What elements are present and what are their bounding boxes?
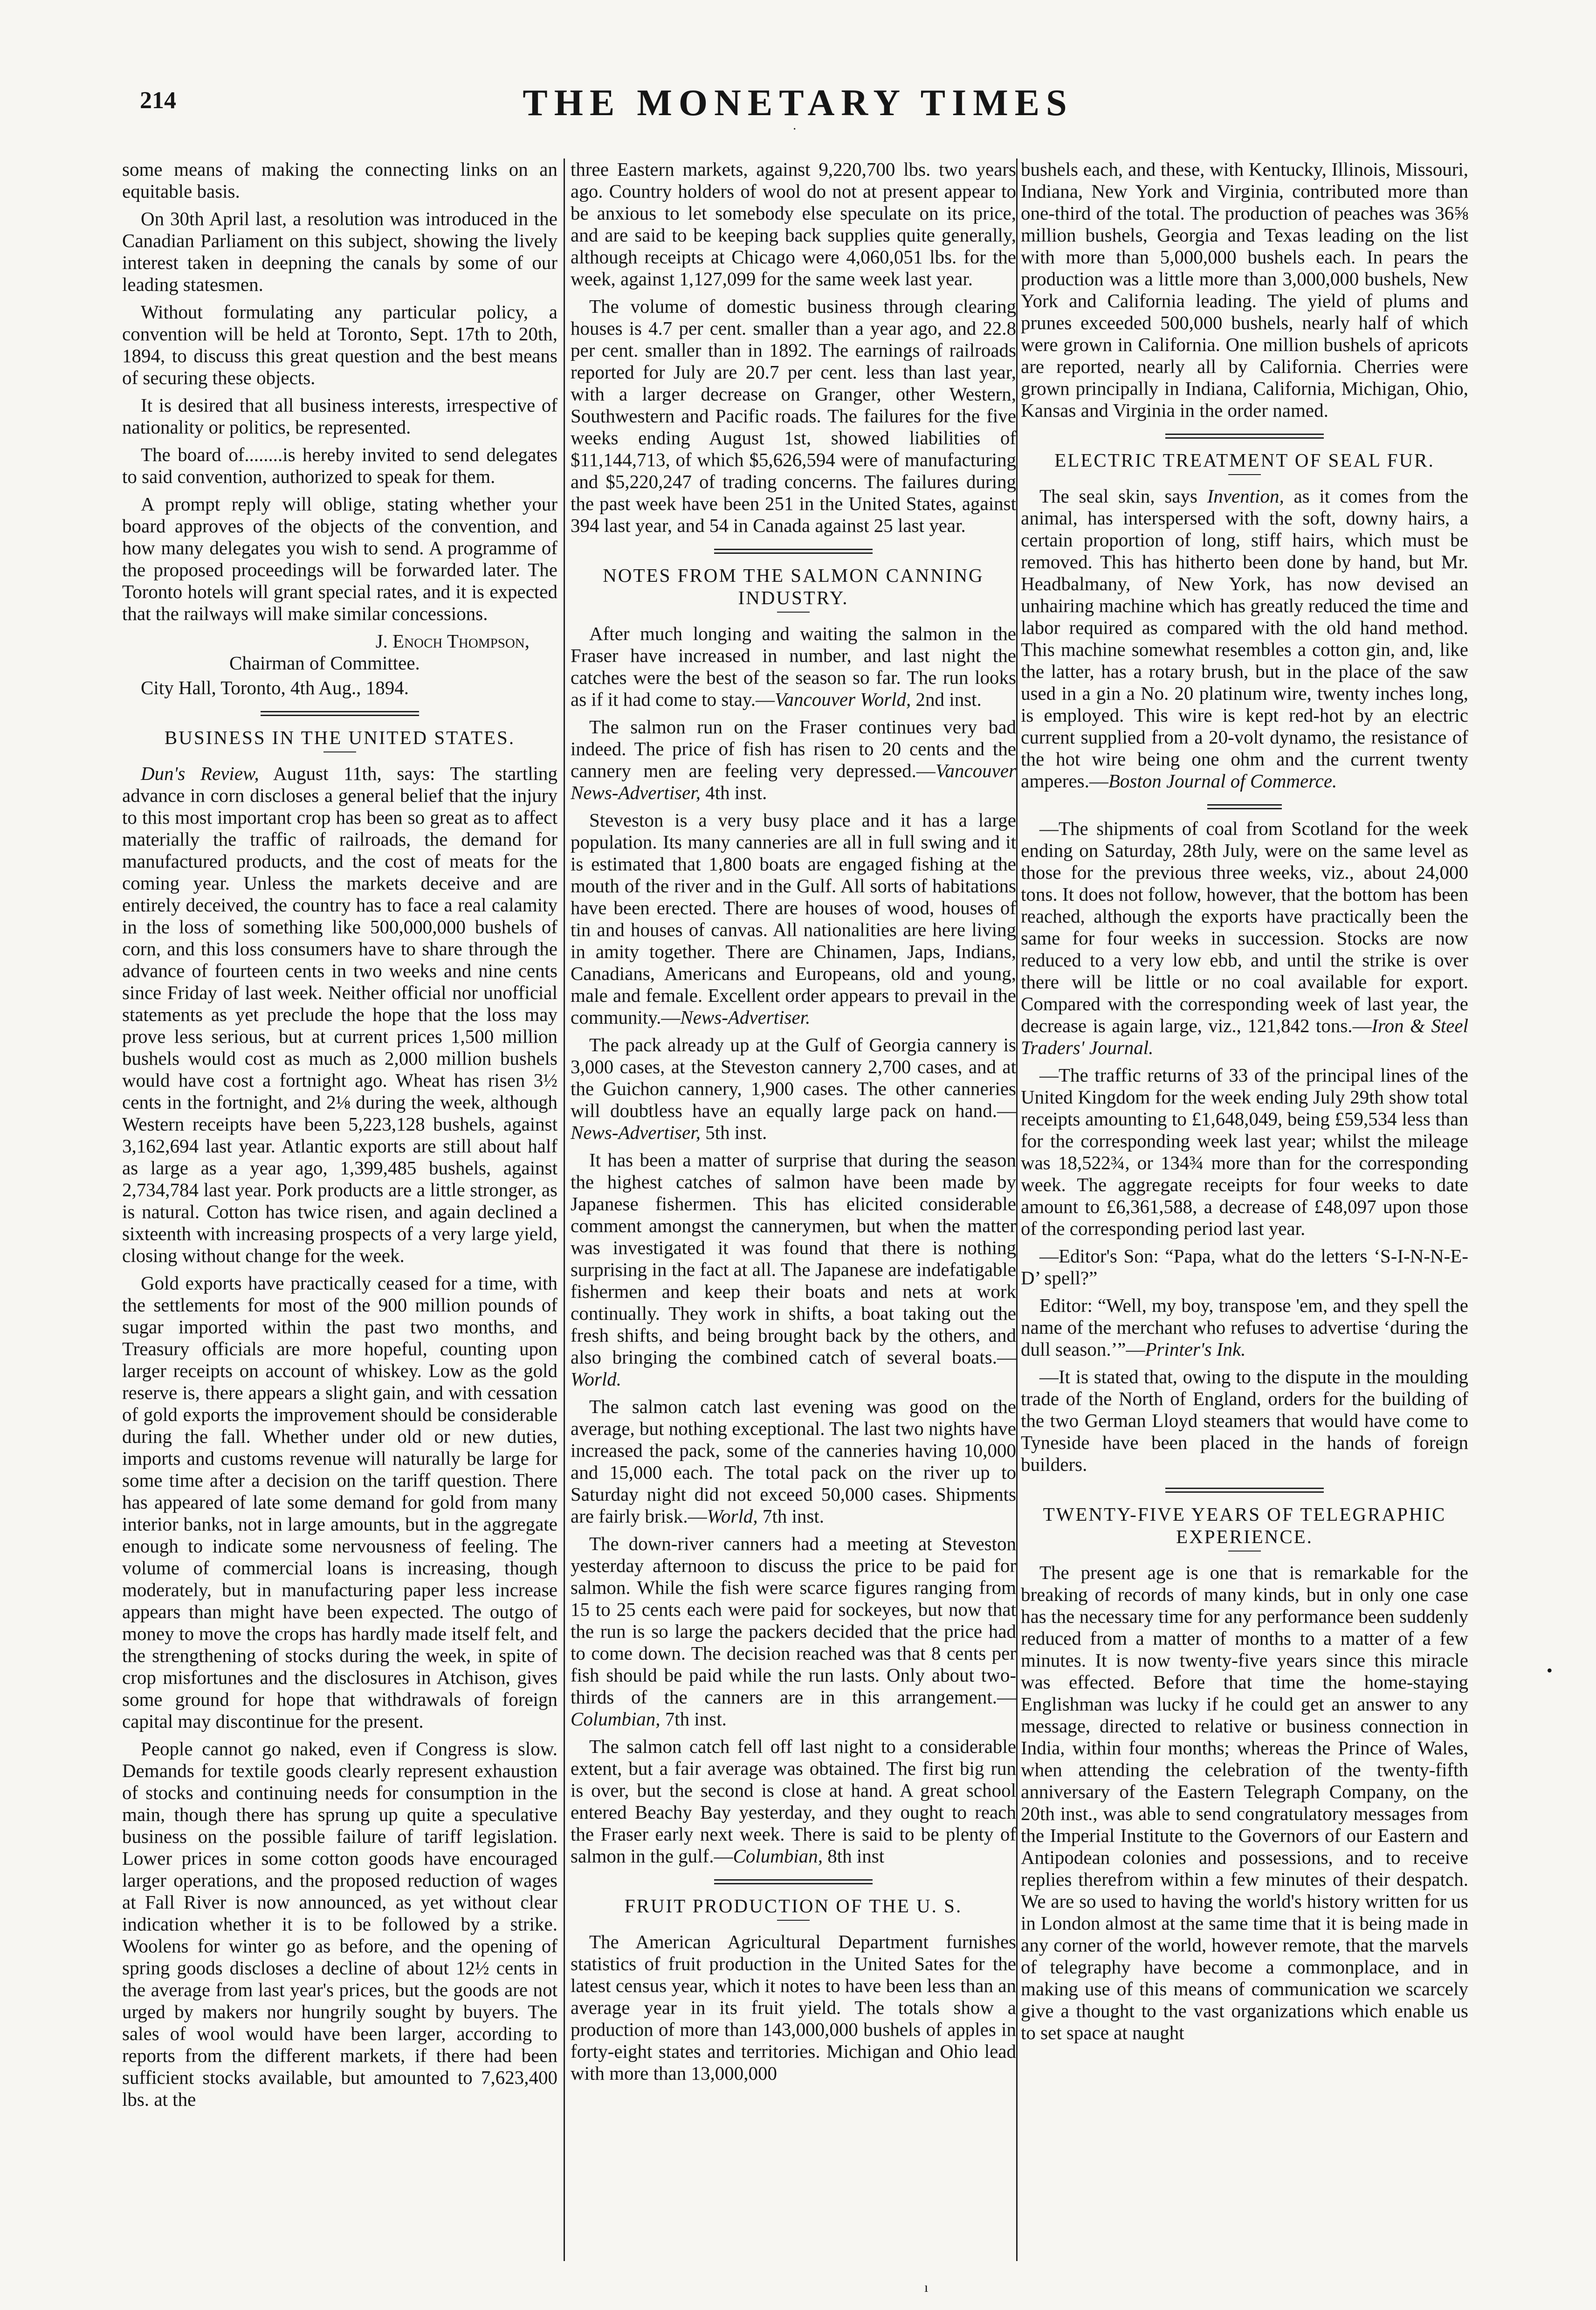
paragraph-text: 4th inst.: [701, 782, 767, 803]
section-divider: [714, 1879, 873, 1884]
source-citation: Vancouver World,: [775, 689, 911, 710]
source-citation: Dun's Review,: [141, 763, 259, 784]
paragraph: —Editor's Son: “Papa, what do the letters ‘S-I-N-N-E-D’ spell?”: [1021, 1245, 1468, 1289]
paragraph: [122, 763, 557, 1267]
paragraph-text: The salmon run on the Fraser continues very bad indeed. The price of fish has risen to 20 cents and the cannery men are feeling very depressed.—: [571, 716, 1016, 781]
paragraph: [571, 623, 1016, 710]
column-1: [122, 159, 557, 2294]
paragraph: [571, 809, 1016, 1028]
column-rule: [1016, 159, 1018, 2261]
paragraph: [571, 1034, 1016, 1144]
source-citation: Columbian,: [733, 1845, 823, 1867]
paragraph: People cannot go naked, even if Congress is slow. Demands for textile goods clearly represent exhaustion of stocks and continuing needs for consumption in the main, though there has sprung up quite a speculative business on the possible failure of tariff legislation. Lower prices in some cotton goods have encouraged larger operations, and the proposed reduction of wages at Fall River is now announced, as yet without clear indication whether it is to be followed by a strike. Woolens for winter go as before, and the opening of spring goods discloses a decline of about 12½ cents in the average from last year's prices, but the goods are not urged by makers nor hungrily sought by buyers. The sales of wool would have been larger, according to reports from the different markets, if there had been sufficient stocks available, but amounted to 7,623,400 lbs. at the: [122, 1738, 557, 2110]
source-citation: Vancouver News-Advertiser,: [571, 760, 1016, 803]
paragraph: —The traffic returns of 33 of the principal lines of the United Kingdom for the week ending July 29th show total receipts amounting to £1,648,049, being £59,534 less than for the corresponding week last year; whilst the mileage was 18,522¾, or 134¾ more than for the corresponding week. The aggregate receipts for four weeks to date amount to £6,361,588, a decrease of £48,097 upon those of the corresponding period last year.: [1021, 1064, 1468, 1239]
paragraph: Without formulating any particular policy, a convention will be held at Toronto, Sept. 17th to 20th, 1894, to discuss this great question and the best means of securing these objects.: [122, 301, 557, 388]
signature-name: J. Enoch Thompson,: [375, 630, 530, 652]
source-citation: World,: [707, 1505, 758, 1527]
paragraph-text: The salmon catch fell off last night to a considerable extent, but a fair average was obtained. The first big run is over, but the second is close at hand. A great school entered Beachy Bay yesterday, and they ought to reach the Fraser early next week. There is said to be plenty of salmon in the gulf.—: [571, 1736, 1016, 1867]
signature-title: Chairman of Committee.: [229, 652, 420, 674]
paragraph: [1021, 818, 1468, 1059]
section-heading-telegraph: TWENTY-FIVE YEARS OF TELEGRAPHIC EXPERIENCE.: [1043, 1503, 1446, 1547]
section-heading-salmon: NOTES FROM THE SALMON CANNING INDUSTRY.: [603, 565, 984, 608]
paragraph: [571, 1533, 1016, 1730]
section-heading-business: BUSINESS IN THE UNITED STATES.: [164, 727, 516, 748]
page-number: 214: [140, 87, 176, 114]
paragraph: The board of........is hereby invited to send delegates to said convention, authorized to speak for them.: [122, 444, 557, 487]
paragraph: It is desired that all business interests, irrespective of nationality or politics, be represented.: [122, 394, 557, 438]
section-divider: [1165, 434, 1324, 439]
paragraph-text: The salmon catch last evening was good on the average, but nothing exceptional. The last two nights have increased the pack, some of the canneries having 10,000 and 15,000 each. The total pack on the river up to Saturday night did not exceed 50,000 cases. Shipments are fairly brisk.—: [571, 1396, 1016, 1527]
paragraph-text: 5th inst.: [701, 1122, 767, 1143]
paragraph-text: 8th inst: [822, 1845, 885, 1867]
paragraph: three Eastern markets, against 9,220,700 lbs. two years ago. Country holders of wool do not at present appear to be anxious to let somebody else speculate on its price, and are said to be keeping back supplies quite generally, although receipts at Chicago were 4,060,051 lbs. for the week, against 1,127,099 for the same week last year.: [571, 159, 1016, 290]
paragraph: [1021, 485, 1468, 792]
paragraph-text: The seal skin, says: [1039, 485, 1207, 507]
paragraph-text: The down-river canners had a meeting at Steveston yesterday afternoon to discuss the price to be paid for salmon. While the fish were scarce figures ranging from 15 to 25 cents each were paid for sockeyes, but now that the run is so large the packers decided that the price had to come down. The decision reached was that 8 cents per fish should be paid while the run lasts. Only about two-thirds of the canners are in this arrangement.—: [571, 1533, 1016, 1708]
source-citation: News-Advertiser,: [571, 1122, 701, 1143]
paragraph: On 30th April last, a resolution was introduced in the Canadian Parliament on this subject, showing the lively interest taken in deepning the canals by some of our leading statesmen.: [122, 208, 557, 295]
paragraph: [571, 1396, 1016, 1527]
column-3: [1021, 159, 1468, 2294]
top-mark: ·: [792, 122, 797, 137]
edge-mark: •: [1547, 1661, 1553, 1680]
source-citation: Printer's Ink.: [1145, 1338, 1246, 1360]
paragraph: —It is stated that, owing to the dispute in the moulding trade of the North of England, orders for the building of the two German Lloyd steamers that would have come to Tyneside have been placed in the hands of foreign builders.: [1021, 1366, 1468, 1475]
column-2: [571, 159, 1016, 2294]
masthead-title: THE MONETARY TIMES: [523, 83, 1073, 124]
section-divider: [1165, 1488, 1324, 1493]
paragraph-text: Steveston is a very busy place and it has a large population. Its many canneries are all in full swing and it is estimated that 1,800 boats are engaged fishing at the mouth of the river and in the Gulf. All sorts of habitations have been erected. There are houses of wood, houses of tin and houses of canvas. All nationalities are here living in amity together. There are Chinamen, Japs, Indians, Canadians, Americans and Europeans, old and young, male and female. Excellent order appears to prevail in the community.—: [571, 809, 1016, 1028]
paragraph: The volume of domestic business through clearing houses is 4.7 per cent. smaller than a year ago, and 22.8 per cent. smaller than in 1892. The earnings of railroads reported for July are 20.7 per cent. less than last year, with a larger decrease on Granger, other Western, Southwestern and Pacific roads. The failures for the five weeks ending August 1st, showed liabilities of $11,144,713, of which $5,626,594 were of manufacturing and $5,220,247 of trading concerns. The failures during the past week have been 251 in the United States, against 394 last year, and 54 in Canada against 25 last year.: [571, 296, 1016, 536]
source-citation: World.: [571, 1368, 621, 1390]
paragraph-text: —The shipments of coal from Scotland for the week ending on Saturday, 28th July, were on the same level as those for the previous three weeks, viz., about 24,000 tons. It does not follow, however, that the bottom has been reached, although the exports have practically been the same for four weeks in succession. Stocks are now reduced to a very low ebb, and until the strike is over there will be little or no coal available for export. Compared with the corresponding week of last year, the decrease is again large, viz., 121,842 tons.—: [1021, 818, 1468, 1036]
source-citation: Iron & Steel Traders' Journal.: [1021, 1015, 1468, 1058]
paragraph: [571, 716, 1016, 804]
column-rule: [564, 159, 565, 2261]
dateline: City Hall, Toronto, 4th Aug., 1894.: [141, 677, 409, 698]
paragraph: [1021, 1295, 1468, 1360]
paragraph-text: 7th inst.: [660, 1708, 727, 1730]
paragraph-text: It has been a matter of surprise that during the season the highest catches of salmon have been made by Japanese fishermen. This has elicited considerable comment amongst the cannerymen, but when the matter was investigated it was found that there is nothing surprising in the fact at all. The Japanese are indefatigable fishermen and keep their boats and nets at work continually. They work in shifts, a boat taking out the fresh shifts, and being brought back by the others, and also bringing the combined catch of several boats.—: [571, 1149, 1016, 1368]
source-citation: Invention,: [1207, 485, 1284, 507]
section-divider: [714, 549, 873, 554]
paragraph-text: Editor: “Well, my boy, transpose 'em, and they spell the name of the merchant who refuses to advertise ‘during the dull season.’”—: [1021, 1295, 1468, 1360]
paragraph: The American Agricultural Department furnishes statistics of fruit production in the United Sates for the latest census year, which it notes to have been less than an average year in its fruit yield. The totals show a production of more than 143,000,000 bushels of apples in forty-eight states and territories. Michigan and Ohio lead with more than 13,000,000: [571, 1931, 1016, 2084]
paragraph: [571, 1736, 1016, 1867]
paragraph-text: as it comes from the animal, has interspersed with the soft, downy hairs, a certain proportion of long, stiff hairs, which must be removed. This has hitherto been done by hand, but Mr. Headbalmany, of New York, has now devised an unhairing machine which has greatly reduced the time and labor required as compared with the old hand method. This machine somewhat resembles a cotton gin, and, like the latter, has a rotary brush, but in the place of the saw used in a gin a No. 20 platinum wire, twenty inches long, is employed. This wire is kept red-hot by an electric current supplied from a 20-volt dynamo, the resistance of the hot wire being one ohm and the current twenty amperes.—: [1021, 485, 1468, 792]
section-divider: [261, 711, 419, 716]
paragraph-text: The pack already up at the Gulf of Georgia cannery is 3,000 cases, at the Steveston cannery 2,700 cases, and at the Guichon cannery, 1,900 cases. The other canneries will doubtless have an equally large pack on hand.—: [571, 1034, 1016, 1121]
paragraph: Gold exports have practically ceased for a time, with the settlements for most of the 900 million pounds of sugar imported within the past two months, and Treasury officials are more hopeful, counting upon larger receipts on account of whiskey. Low as the gold reserve is, there appears a slight gain, and with cessation of gold exports the improvement should be considerable during the fall. Whether under old or new duties, imports and customs revenue will naturally be large for some time after a decision on the tariff question. There has appeared of late some demand for gold from many interior banks, not in large amounts, but in the aggregate enough to indicate some nervousness of feeling. The volume of commercial loans is increasing, though moderately, but in manufacturing paper less increase appears than might have been expected. The outgo of money to move the crops has hardly made itself felt, and the strengthening of stocks during the week, in spite of crop misfortunes and the disclosures in Atchison, gives some ground for hope that withdrawals of foreign capital may discontinue for the present.: [122, 1272, 557, 1732]
section-heading-seal-fur: ELECTRIC TREATMENT OF SEAL FUR.: [1054, 449, 1435, 471]
paragraph-text: After much longing and waiting the salmon in the Fraser have increased in number, and last night the catches were the best of the season so far. The run looks as if it had come to stay.—: [571, 623, 1016, 710]
paragraph: some means of making the connecting links on an equitable basis.: [122, 159, 557, 202]
paragraph: The present age is one that is remarkable for the breaking of records of many kinds, but in only one case has the necessary time for any performance been suddenly reduced from a matter of months to a matter of a few minutes. It is now twenty-five years since this miracle was effected. Before that time the home-staying Englishman was lucky if he could get an answer to any message, directed to relative or business connection in India, within four months; whereas the Prince of Wales, when attending the celebration of the twenty-fifth anniversary of the Eastern Telegraph Company, on the 20th inst., was able to send congratulatory messages from the Imperial Institute to the Governors of our Eastern and Antipodean colonies and possessions, and to receive replies therefrom within a few minutes of their despatch. We are so used to having the world's history written for us in London almost at the same time that it is being made in any corner of the world, however remote, that the marvels of telegraphy have become a commonplace, and in making use of this means of communication we scarcely give a thought to the vast organizations which enable us to set space at naught: [1021, 1562, 1468, 2043]
source-citation: News-Advertiser.: [680, 1007, 811, 1028]
source-citation: Boston Journal of Commerce.: [1108, 770, 1337, 792]
foot-mark: ı: [924, 2280, 929, 2295]
paragraph-text: 2nd inst.: [911, 689, 982, 710]
heading-underline: [1228, 474, 1261, 475]
paragraph: [571, 1149, 1016, 1390]
paragraph-text: 7th inst.: [757, 1505, 824, 1527]
paragraph: A prompt reply will oblige, stating whether your board approves of the objects of the convention, and how many delegates you wish to send. A programme of the proposed proceedings will be forwarded later. The Toronto hotels will grant special rates, and it is expected that the railways will make similar concessions.: [122, 493, 557, 624]
item-divider: [1207, 804, 1282, 809]
heading-underline: [777, 1920, 810, 1921]
section-heading-fruit: FRUIT PRODUCTION OF THE U. S.: [624, 1895, 963, 1917]
paragraph-text: August 11th, says: The startling advance in corn discloses a general belief that the injury to this most important crop has been so great as to affect materially the traffic of railroads, the demand for manufactured products, and the cost of meats for the coming year. Unless the markets deceive and are entirely deceived, the country has to face a real calamity in the loss of something like 500,000,000 bushels of corn, and this loss consumers have to share through the advance of fourteen cents in two weeks and nine cents since Friday of last week. Neither official nor unofficial statements as yet preclude the hope that the loss may prove less serious, but at current prices 1,500 million bushels would cost as much as 2,000 million bushels would have cost a fortnight ago. Wheat has risen 3½ cents in the fortnight, and 2⅛ during the week, although Western receipts have been 5,223,128 bushels, against 3,162,694 last year. Atlantic exports are still about half as large as a year ago, 1,399,485 bushels, against 2,734,784 last year. Pork products are a little stronger, as is natural. Cotton has twice risen, and again declined a sixteenth with increasing prospects of a very large yield, closing without change for the week.: [122, 763, 557, 1266]
heading-underline: [777, 612, 810, 613]
source-citation: Columbian,: [571, 1708, 660, 1730]
paragraph: bushels each, and these, with Kentucky, Illinois, Missouri, Indiana, New York and Virginia, contributed more than one-third of the total. The production of peaches was 36⅝ million bushels, Georgia and Texas leading on the list with more than 5,000,000 bushels each. In pears the production was a little more than 3,000,000 bushels, New York and California leading. The yield of plums and prunes exceeded 500,000 bushels, nearly half of which were grown in California. One million bushels of apricots are reported, nearly all by California. Cherries were grown principally in Indiana, California, Michigan, Ohio, Kansas and Virginia in the order named.: [1021, 159, 1468, 421]
